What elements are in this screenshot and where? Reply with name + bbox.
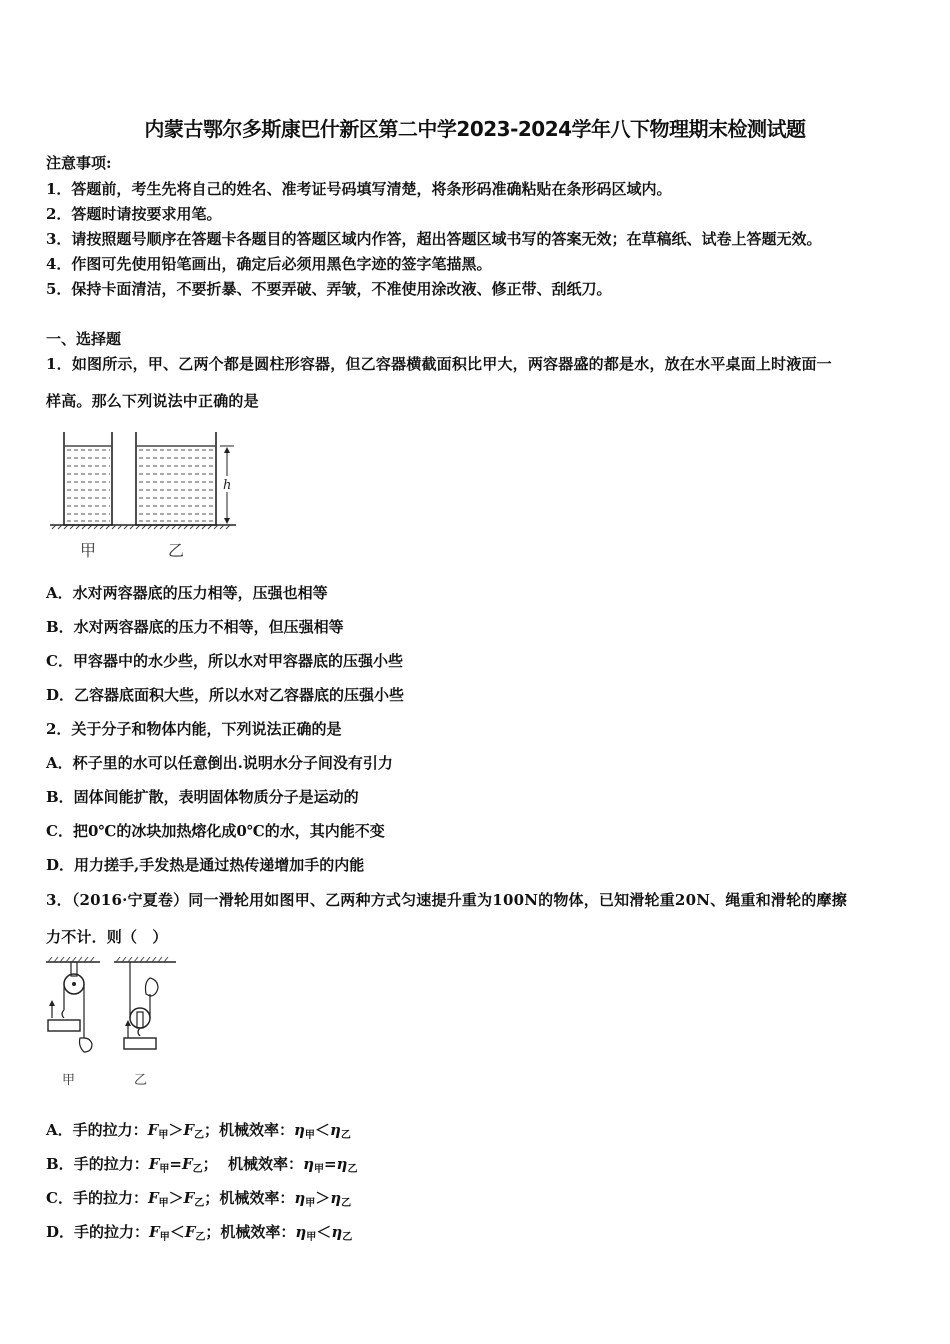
subscript-jia: 甲	[159, 1164, 170, 1175]
subscript-yi: 乙	[347, 1164, 358, 1175]
efficiency-label: 机械效率：	[220, 1223, 296, 1241]
q3-stem: 3．（2016·宁夏卷）同一滑轮用如图甲、乙两种方式匀速提升重为100N的物体，已知滑轮重20N、绳重和滑轮的摩擦	[46, 891, 847, 909]
force-symbol: F	[147, 1189, 159, 1207]
q3-option-b	[46, 1153, 357, 1175]
notice-heading: 注意事项:	[46, 154, 112, 172]
eta-symbol: η	[303, 1155, 314, 1173]
force-symbol: F	[183, 1189, 195, 1207]
efficiency-label: 机械效率：	[228, 1155, 304, 1173]
pull-label: 手的拉力：	[74, 1223, 150, 1241]
separator: ；	[205, 1223, 221, 1241]
notice-item: 5．保持卡面清洁，不要折暴、不要弄破、弄皱，不准使用涂改液、修正带、刮纸刀。	[46, 280, 612, 298]
eta-symbol: η	[331, 1223, 343, 1241]
subscript-jia: 甲	[158, 1198, 169, 1209]
force-symbol: F	[147, 1121, 159, 1139]
figure-label-yi: 乙	[134, 1073, 148, 1088]
notice-item: 3．请按照题号顺序在答题卡各题目的答题区域内作答，超出答题区域书写的答案无效；在草稿纸、试卷上答题无效。	[46, 230, 822, 248]
relation: ＜	[316, 1223, 332, 1241]
q2-option-a: A．杯子里的水可以任意倒出.说明水分子间没有引力	[46, 754, 393, 772]
notice-item: 2．答题时请按要求用笔。	[46, 205, 222, 223]
separator: ；	[203, 1121, 219, 1139]
h-label: h	[223, 478, 232, 493]
subscript-jia: 甲	[158, 1130, 169, 1141]
q3-option-d	[46, 1221, 352, 1243]
subscript-yi: 乙	[193, 1130, 204, 1141]
subscript-jia: 甲	[159, 1232, 170, 1243]
q1-option-d: D．乙容器底面积大些，所以水对乙容器底的压强小些	[46, 686, 405, 704]
q2-stem: 2．关于分子和物体内能，下列说法正确的是	[46, 720, 342, 738]
figure-label-yi: 乙	[168, 541, 185, 560]
q1-option-c: C．甲容器中的水少些，所以水对甲容器底的压强小些	[46, 652, 403, 670]
relation: ＞	[315, 1189, 331, 1207]
eta-symbol: η	[330, 1189, 342, 1207]
q3-figure-pulleys	[44, 956, 184, 1096]
q1-stem: 1．如图所示，甲、乙两个都是圆柱形容器，但乙容器横截面积比甲大，两容器盛的都是水，放在水平桌面上时液面一	[46, 355, 832, 373]
subscript-yi: 乙	[341, 1198, 352, 1209]
q1-option-a: A．水对两容器底的压力相等，压强也相等	[46, 584, 328, 602]
eta-symbol: η	[329, 1121, 341, 1139]
section-heading: 一、选择题	[46, 330, 122, 348]
option-letter: A．	[46, 1121, 73, 1139]
relation: =	[323, 1155, 337, 1173]
force-symbol: F	[148, 1155, 160, 1173]
q1-option-b: B．水对两容器底的压力不相等，但压强相等	[46, 618, 344, 636]
notice-item: 1．答题前，考生先将自己的姓名、准考证号码填写清楚，将条形码准确粘贴在条形码区域内。	[46, 180, 672, 198]
subscript-yi: 乙	[192, 1164, 203, 1175]
q2-option-d: D．用力搓手,手发热是通过热传递增加手的内能	[46, 856, 365, 874]
subscript-jia: 甲	[306, 1232, 317, 1243]
subscript-yi: 乙	[195, 1232, 206, 1243]
subscript-yi: 乙	[194, 1198, 205, 1209]
page-title: 内蒙古鄂尔多斯康巴什新区第二中学2023-2024学年八下物理期末检测试题	[144, 117, 806, 141]
efficiency-label: 机械效率：	[219, 1189, 295, 1207]
q1-figure-containers	[48, 428, 248, 564]
option-letter: C．	[46, 1189, 73, 1207]
option-letter: D．	[46, 1223, 75, 1241]
subscript-jia: 甲	[304, 1130, 315, 1141]
relation: ＞	[168, 1189, 184, 1207]
subscript-yi: 乙	[342, 1232, 353, 1243]
pull-label: 手的拉力：	[72, 1121, 148, 1139]
relation: ＜	[169, 1223, 185, 1241]
subscript-yi: 乙	[340, 1130, 351, 1141]
option-letter: B．	[46, 1155, 74, 1173]
q3-option-a	[46, 1119, 351, 1141]
pull-label: 手的拉力：	[72, 1189, 148, 1207]
relation: ＞	[168, 1121, 184, 1139]
eta-symbol: η	[336, 1155, 348, 1173]
figure-label-jia: 甲	[80, 541, 97, 560]
eta-symbol: η	[294, 1189, 306, 1207]
subscript-jia: 甲	[313, 1164, 324, 1175]
notice-item: 4．作图可先使用铅笔画出，确定后必须用黑色字迹的签字笔描黑。	[46, 255, 492, 273]
figure-label-jia: 甲	[62, 1073, 76, 1088]
q1-stem-continued: 样高。那么下列说法中正确的是	[46, 392, 259, 410]
efficiency-label: 机械效率：	[219, 1121, 295, 1139]
eta-symbol: η	[294, 1121, 305, 1139]
separator: ；	[204, 1189, 220, 1207]
separator: ；	[202, 1155, 229, 1173]
force-symbol: F	[184, 1223, 196, 1241]
force-symbol: F	[183, 1121, 194, 1139]
q2-option-c: C．把0℃的冰块加热熔化成0℃的水，其内能不变	[46, 822, 385, 840]
force-symbol: F	[181, 1155, 193, 1173]
q3-option-c	[46, 1187, 351, 1209]
pull-label: 手的拉力：	[73, 1155, 149, 1173]
relation: =	[169, 1155, 182, 1173]
q2-option-b: B．固体间能扩散，表明固体物质分子是运动的	[46, 788, 359, 806]
relation: ＜	[314, 1121, 330, 1139]
eta-symbol: η	[295, 1223, 307, 1241]
q3-stem-continued: 力不计．则（ ）	[46, 928, 168, 946]
force-symbol: F	[149, 1223, 160, 1241]
subscript-jia: 甲	[305, 1198, 316, 1209]
